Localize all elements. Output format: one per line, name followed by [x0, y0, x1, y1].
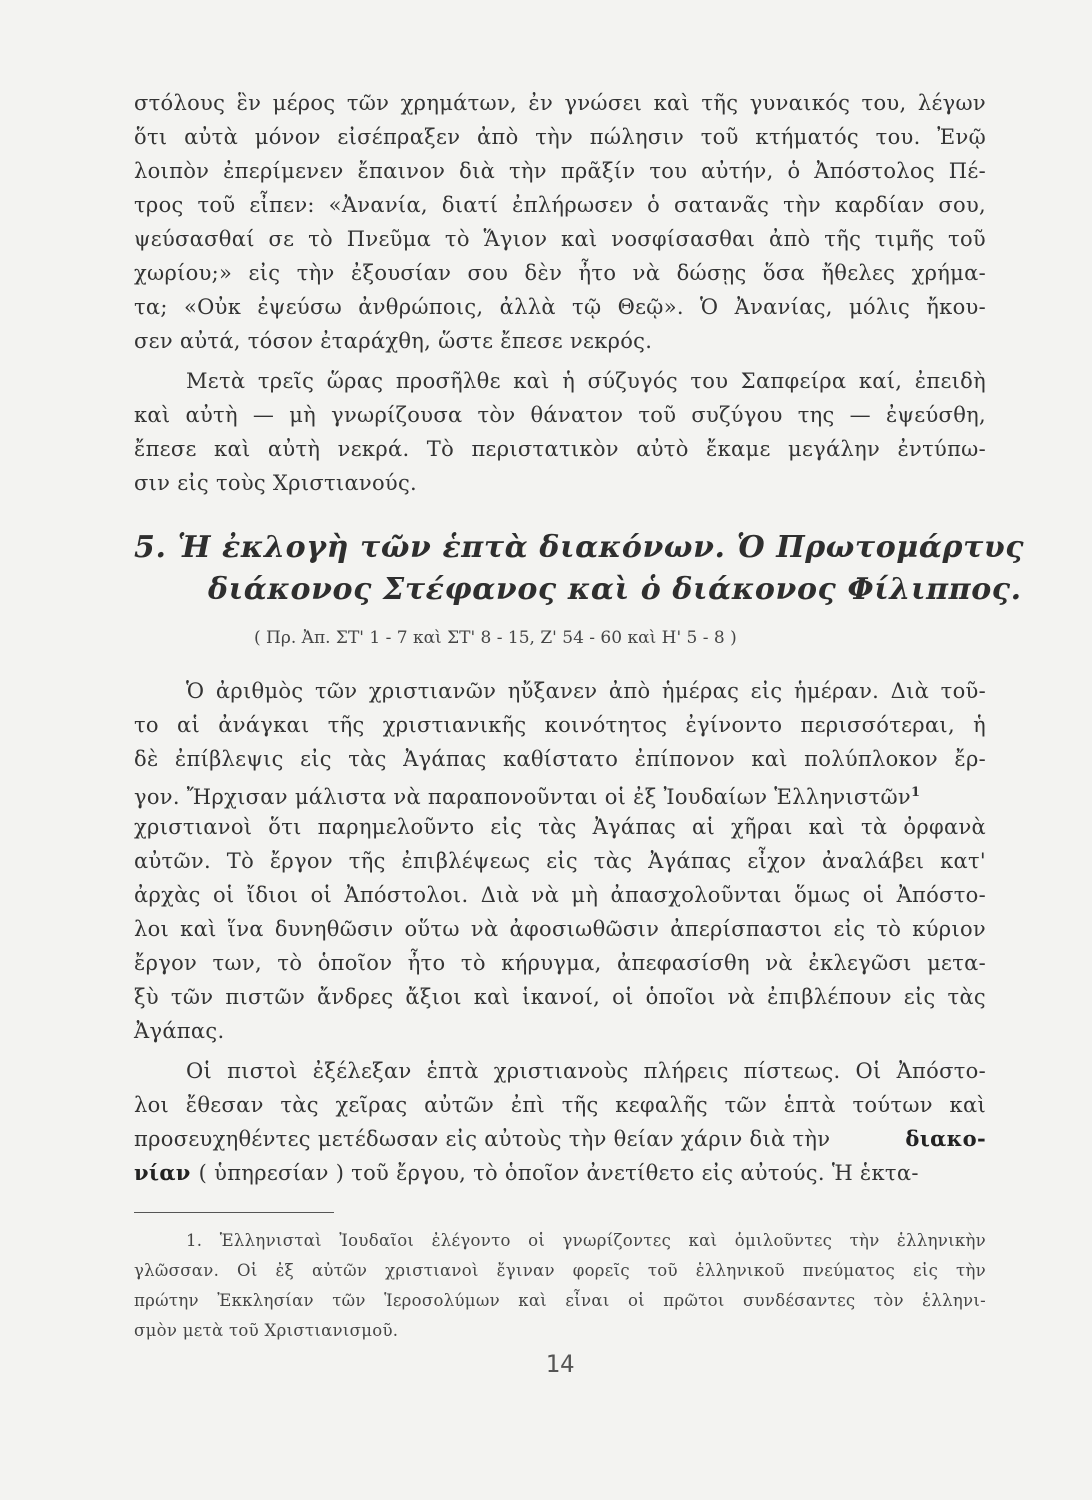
text-line-with-bold: [134, 1124, 986, 1154]
bold-term: διακο-: [905, 1126, 986, 1151]
footnote-marker: 1: [910, 785, 921, 800]
text-line: Μετὰ τρεῖς ὥρας προσῆλθε καὶ ἡ σύζυγός του Σαπφείρα καί, ἐπειδὴ: [186, 369, 986, 393]
text-line: ψεύσασθαί σε τὸ Πνεῦμα τὸ Ἅγιον καὶ νοσφίσασθαι ἀπὸ τῆς τιμῆς τοῦ: [134, 227, 986, 251]
text-line: ἔπεσε καὶ αὐτὴ νεκρά. Τὸ περιστατικὸν αὐτὸ ἔκαμε μεγάλην ἐντύπω-: [134, 437, 986, 461]
text-line: καὶ αὐτὴ — μὴ γνωρίζουσα τὸν θάνατον τοῦ συζύγου της — ἐψεύσθη,: [134, 403, 986, 427]
text-line: χωρίου;» εἰς τὴν ἐξουσίαν σου δὲν ἦτο νὰ δώσῃς ὅσα ἤθελες χρήμα-: [134, 261, 986, 285]
text-line-with-bold: [134, 1158, 986, 1188]
section-heading-line-2: διάκονος Στέφανος καὶ ὁ διάκονος Φίλιππος.: [208, 572, 1022, 607]
text-line: λοιπὸν ἐπερίμενεν ἔπαινον διὰ τὴν πρᾶξίν του αὐτήν, ὁ Ἀπόστολος Πέ-: [134, 159, 986, 183]
text-line: γον. Ἤρχισαν μάλιστα νὰ παραπονοῦνται οἱ ἐξ Ἰουδαίων Ἑλληνιστῶν: [134, 785, 911, 809]
text-line: προσευχηθέντες μετέδωσαν εἰς αὐτοὺς τὴν θείαν χάριν διὰ τὴν: [134, 1127, 831, 1151]
scripture-references: ( Πρ. Ἀπ. ΣΤ' 1 - 7 καὶ ΣΤ' 8 - 15, Ζ' 54 - 60 καὶ Η' 5 - 8 ): [254, 628, 737, 648]
text-line: ξὺ τῶν πιστῶν ἄνδρες ἄξιοι καὶ ἱκανοί, οἱ ὁποῖοι νὰ ἐπιβλέπουν εἰς τὰς: [134, 985, 986, 1009]
text-line: τρος τοῦ εἶπεν: «Ἀνανία, διατί ἐπλήρωσεν ὁ σατανᾶς τὴν καρδίαν σου,: [134, 193, 986, 217]
text-line: χριστιανοὶ ὅτι παρημελοῦντο εἰς τὰς Ἀγάπας αἱ χῆραι καὶ τὰ ὀρφανὰ: [134, 815, 986, 839]
footnote-line: 1. Ἑλληνισταὶ Ἰουδαῖοι ἐλέγοντο οἱ γνωρίζοντες καὶ ὁμιλοῦντες τὴν ἑλληνικὴν: [186, 1231, 986, 1250]
footnote-line: πρώτην Ἐκκλησίαν τῶν Ἱεροσολύμων καὶ εἶναι οἱ πρῶτοι συνδέσαντες τὸν ἑλληνι-: [134, 1291, 986, 1310]
page-number: 14: [545, 1350, 575, 1378]
text-line: Ὁ ἀριθμὸς τῶν χριστιανῶν ηὔξανεν ἀπὸ ἡμέρας εἰς ἡμέραν. Διὰ τοῦ-: [186, 679, 986, 703]
footnote-divider: [134, 1212, 334, 1213]
text-line: ὅτι αὐτὰ μόνον εἰσέπραξεν ἀπὸ τὴν πώλησιν τοῦ κτήματός του. Ἐνῷ: [134, 125, 986, 149]
footnote-line: σμὸν μετὰ τοῦ Χριστιανισμοῦ.: [134, 1321, 399, 1340]
text-line: ἀρχὰς οἱ ἴδιοι οἱ Ἀπόστολοι. Διὰ νὰ μὴ ἀπασχολοῦνται ὅμως οἱ Ἀπόστο-: [134, 883, 986, 907]
text-line: στόλους ἓν μέρος τῶν χρημάτων, ἐν γνώσει καὶ τῆς γυναικός του, λέγων: [134, 91, 986, 115]
text-line: δὲ ἐπίβλεψις εἰς τὰς Ἀγάπας καθίστατο ἐπίπονον καὶ πολύπλοκον ἔρ-: [134, 747, 986, 771]
text-line: ( ὑπηρεσίαν ) τοῦ ἔργου, τὸ ὁποῖον ἀνετίθετο εἰς αὐτούς. Ἡ ἑκτα-: [198, 1161, 919, 1185]
text-line: αὐτῶν. Τὸ ἔργον τῆς ἐπιβλέψεως εἰς τὰς Ἀγάπας εἶχον ἀναλάβει κατ': [134, 849, 986, 873]
text-line-with-footnote: [134, 778, 986, 812]
text-line: το αἱ ἀνάγκαι τῆς χριστιανικῆς κοινότητος ἐγίνοντο περισσότεραι, ἡ: [134, 713, 986, 737]
text-line: λοι καὶ ἵνα δυνηθῶσιν οὕτω νὰ ἀφοσιωθῶσιν ἀπερίσπαστοι εἰς τὸ κύριον: [134, 917, 986, 941]
section-heading-line-1: 5. Ἡ ἐκλογὴ τῶν ἑπτὰ διακόνων. Ὁ Πρωτομάρτυς: [134, 530, 1025, 565]
text-line: ἔργον των, τὸ ὁποῖον ἦτο τὸ κήρυγμα, ἀπεφασίσθη νὰ ἐκλεγῶσι μετα-: [134, 951, 986, 975]
text-line: σιν εἰς τοὺς Χριστιανούς.: [134, 471, 418, 495]
text-line: τα; «Οὐκ ἐψεύσω ἀνθρώποις, ἀλλὰ τῷ Θεῷ». Ὁ Ἀνανίας, μόλις ἤκου-: [134, 295, 986, 319]
text-line: Ἀγάπας.: [134, 1019, 225, 1043]
text-line: σεν αὐτά, τόσον ἐταράχθη, ὥστε ἔπεσε νεκρός.: [134, 329, 653, 353]
text-line: λοι ἔθεσαν τὰς χεῖρας αὐτῶν ἐπὶ τῆς κεφαλῆς τῶν ἑπτὰ τούτων καὶ: [134, 1093, 986, 1117]
bold-term: νίαν: [134, 1160, 191, 1185]
footnote-line: γλῶσσαν. Οἱ ἐξ αὐτῶν χριστιανοὶ ἔγιναν φορεῖς τοῦ ἑλληνικοῦ πνεύματος εἰς τὴν: [134, 1261, 986, 1280]
text-line: Οἱ πιστοὶ ἐξέλεξαν ἑπτὰ χριστιανοὺς πλήρεις πίστεως. Οἱ Ἀπόστο-: [186, 1059, 986, 1083]
